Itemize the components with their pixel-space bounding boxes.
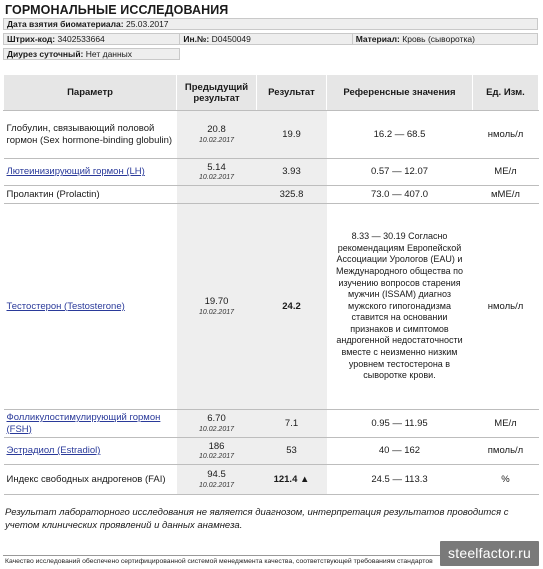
param-testosterone-link[interactable]: Тестостерон (Testosterone) xyxy=(6,300,125,312)
inv-number-value: D0450049 xyxy=(211,34,251,44)
table-row xyxy=(4,111,539,159)
diuresis-value: Нет данных xyxy=(85,49,133,59)
quality-footer: Качество исследований обеспечено сертифицированной системой менеджмента качества, соответствующей требованиям стандартов xyxy=(5,558,433,565)
reference-value: 0.57 — 12.07 xyxy=(327,159,473,186)
previous-value: 186 xyxy=(208,440,225,452)
previous-result xyxy=(177,111,257,159)
table-row xyxy=(4,186,539,204)
collection-date-value: 25.03.2017 xyxy=(125,19,169,29)
collection-date xyxy=(4,19,537,29)
unit-value: мМЕ/л xyxy=(473,186,539,204)
unit-value: нмоль/л xyxy=(473,111,539,159)
previous-date: 10.02.2017 xyxy=(198,308,235,316)
param-fsh xyxy=(4,410,177,438)
meta-row-diuresis xyxy=(3,48,180,60)
result-value-high: 121.4 ▲ xyxy=(257,465,327,495)
meta-row-date xyxy=(3,18,538,30)
header-unit: Ед. Изм. xyxy=(473,75,539,111)
result-value: 53 xyxy=(257,438,327,465)
diuresis-label: Диурез суточный: xyxy=(7,49,84,59)
meta-row-ids xyxy=(3,33,538,45)
param-fsh-link[interactable]: Фолликулостимулирующий гормон (FSH) xyxy=(6,412,161,435)
table-row xyxy=(4,465,539,495)
reference-value: 0.95 — 11.95 xyxy=(327,410,473,438)
param-estradiol xyxy=(4,438,177,465)
reference-value: 73.0 — 407.0 xyxy=(327,186,473,204)
previous-date: 10.02.2017 xyxy=(198,174,235,182)
previous-date: 10.02.2017 xyxy=(198,425,235,433)
page-title: ГОРМОНАЛЬНЫЕ ИССЛЕДОВАНИЯ xyxy=(5,3,229,17)
param-prolactin: Пролактин (Prolactin) xyxy=(4,186,177,204)
table-row xyxy=(4,159,539,186)
table-header-row xyxy=(4,75,539,111)
previous-result xyxy=(177,465,257,495)
reference-value: 40 — 162 xyxy=(327,438,473,465)
result-value: 7.1 xyxy=(257,410,327,438)
header-result: Результат xyxy=(257,75,327,111)
previous-result xyxy=(177,438,257,465)
material-label: Материал: xyxy=(355,34,400,44)
unit-value: пмоль/л xyxy=(473,438,539,465)
results-table xyxy=(3,75,539,495)
previous-date: 10.02.2017 xyxy=(198,481,235,489)
inv-number xyxy=(180,34,352,44)
previous-value: 19.70 xyxy=(204,296,229,308)
result-value: 3.93 xyxy=(257,159,327,186)
watermark-logo: steelfactor.ru xyxy=(440,541,539,566)
param-shbg: Глобулин, связывающий половой гормон (Sex hormone-binding globulin) xyxy=(4,111,177,159)
unit-value: МЕ/л xyxy=(473,159,539,186)
collection-date-label: Дата взятия биоматериала: xyxy=(7,19,124,29)
result-value: 325.8 xyxy=(257,186,327,204)
previous-result xyxy=(177,159,257,186)
previous-date: 10.02.2017 xyxy=(198,453,235,461)
previous-result xyxy=(177,410,257,438)
param-lh xyxy=(4,159,177,186)
previous-value: 20.8 xyxy=(207,124,226,136)
unit-value: нмоль/л xyxy=(473,204,539,410)
param-fai: Индекс свободных андрогенов (FAI) xyxy=(4,465,177,495)
previous-value: 5.14 xyxy=(207,161,226,173)
table-row xyxy=(4,410,539,438)
previous-result xyxy=(177,186,257,204)
reference-value: 8.33 — 30.19 Согласно рекомендациям Европейской Ассоциации Урологов (EAU) и Международного общества по изучению вопросов старения мужчин (ISSAM) диагноз мужского гипогонадизма ставится на основании признаков и симптомов андрогенной недостаточности вместе с неизменно низким уровнем тестостерона в сыворотке крови. xyxy=(327,204,473,410)
inv-number-label: Ин.№: xyxy=(183,34,210,44)
result-value: 19.9 xyxy=(257,111,327,159)
barcode xyxy=(4,34,180,44)
unit-value: МЕ/л xyxy=(473,410,539,438)
table-row xyxy=(4,438,539,465)
disclaimer-note: Результат лабораторного исследования не является диагнозом, интерпретация результатов проводится с учетом клинических проявлений и данных анамнеза. xyxy=(5,507,509,531)
barcode-label: Штрих-код: xyxy=(7,34,56,44)
material-value: Кровь (сыворотка) xyxy=(402,34,475,44)
previous-value: 94.5 xyxy=(207,469,226,481)
reference-value: 24.5 — 113.3 xyxy=(327,465,473,495)
reference-value: 16.2 — 68.5 xyxy=(327,111,473,159)
table-row xyxy=(4,204,539,410)
unit-value: % xyxy=(473,465,539,495)
material xyxy=(353,34,537,44)
header-reference: Референсные значения xyxy=(327,75,473,111)
result-value: 24.2 xyxy=(257,204,327,410)
previous-value: 6.70 xyxy=(207,413,226,425)
param-estradiol-link[interactable]: Эстрадиол (Estradiol) xyxy=(6,445,101,457)
param-testosterone xyxy=(4,204,177,410)
previous-date: 10.02.2017 xyxy=(198,136,235,144)
previous-result xyxy=(177,204,257,410)
barcode-value: 3402533664 xyxy=(57,34,105,44)
header-param: Параметр xyxy=(4,75,177,111)
header-previous: Предыдущий результат xyxy=(177,75,257,111)
param-lh-link[interactable]: Лютеинизирующий гормон (LH) xyxy=(6,166,145,178)
diuresis xyxy=(4,49,179,59)
